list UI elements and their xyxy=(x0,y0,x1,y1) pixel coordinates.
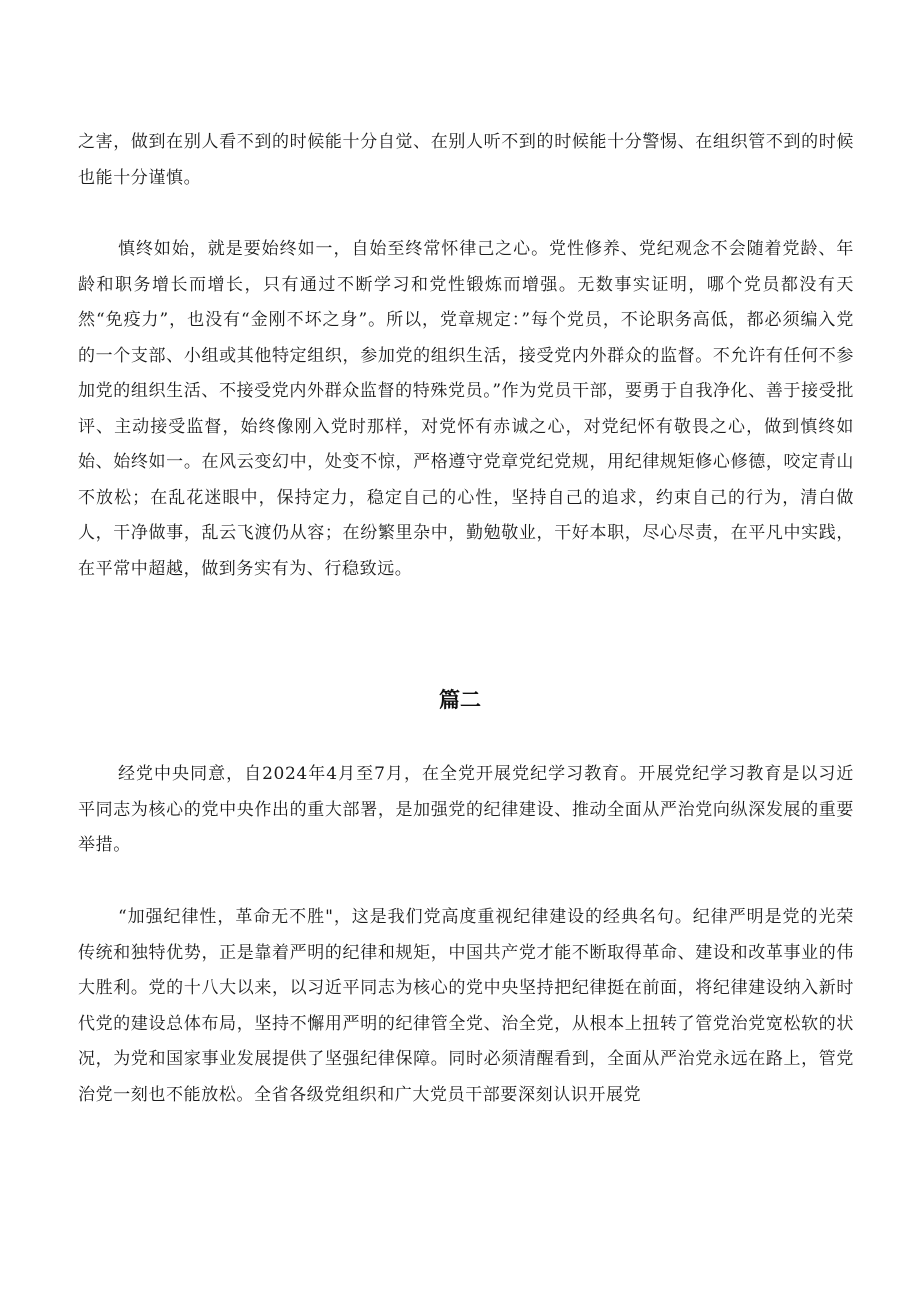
section-heading: 篇二 xyxy=(439,688,481,712)
paragraph-continuation: 之害，做到在别人看不到的时候能十分自觉、在别人听不到的时候能十分警惕、在组织管不到的时候也能十分谨慎。 xyxy=(78,132,854,188)
paragraph-shenzhong-rushi: 慎终如始，就是要始终如一，自始至终常怀律己之心。党性修养、党纪观念不会随着党龄、年龄和职务增长而增长，只有通过不断学习和党性锻炼而增强。无数事实证明，哪个党员都没有天然“免疫力”，也没有“金刚不坏之身”。所以，党章规定：”每个党员，不论职务高低，都必须编入党的一个支部、小组或其他特定组织，参加党的组织生活，接受党内外群众的监督。不允许有任何不参加党的组织生活、不接受党内外群众监督的特殊党员。”作为党员干部，要勇于自我净化、善于接受批评、主动接受监督，始终像刚入党时那样，对党怀有赤诚之心，对党纪怀有敬畏之心，做到慎终如始、始终如一。在风云变幻中，处变不惊，严格遵守党章党纪党规，用纪律规矩修心修德，咬定青山不放松；在乱花迷眼中，保持定力，稳定自己的心性，坚持自己的追求，约束自己的行为，清白做人，干净做事，乱云飞渡仍从容；在纷繁里杂中，勤勉敬业，干好本职，尽心尽责，在平凡中实践，在平常中超越，做到务实有为、行稳致远。 xyxy=(78,239,854,579)
paragraph-intro: 经党中央同意，自2024年4月至7月，在全党开展党纪学习教育。开展党纪学习教育是以习近平同志为核心的党中央作出的重大部署，是加强党的纪律建设、推动全面从严治党向纵深发展的重要举措。 xyxy=(78,764,854,855)
paragraph-discipline: “加强纪律性，革命无不胜"，这是我们党高度重视纪律建设的经典名句。纪律严明是党的光荣传统和独特优势，正是靠着严明的纪律和规矩，中国共产党才能不断取得革命、建设和改革事业的伟大胜利。党的十八大以来，以习近平同志为核心的党中央坚持把纪律挺在前面，将纪律建设纳入新时代党的建设总体布局，坚持不懈用严明的纪律管全党、治全党，从根本上扭转了管党治党宽松软的状况，为党和国家事业发展提供了坚强纪律保障。同时必须清醒看到，全面从严治党永远在路上，管党治党一刻也不能放松。全省各级党组织和广大党员干部要深刻认识开展党 xyxy=(78,907,854,1105)
